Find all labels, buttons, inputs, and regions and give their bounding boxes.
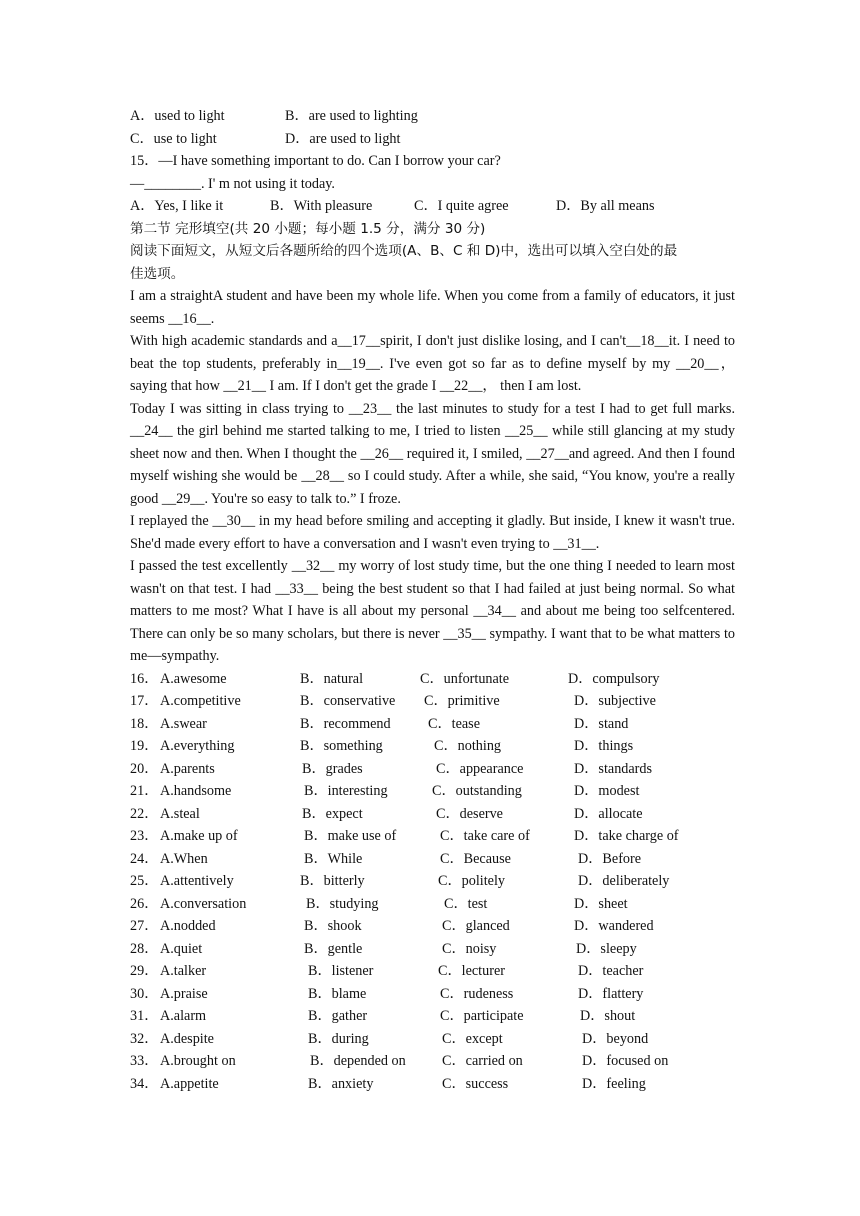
q14-options-row-1: [130, 105, 735, 128]
option-c: C．primitive: [424, 693, 500, 709]
option-a: A.despite: [160, 1030, 214, 1047]
option-a: A.competitive: [160, 693, 241, 709]
q14-option-b: B．are used to lighting: [285, 108, 418, 124]
q15-option-a: A．Yes, I like it: [130, 198, 224, 214]
question-number: 30．: [130, 985, 159, 1002]
question-row: [130, 960, 735, 983]
question-number: 21．: [130, 783, 159, 799]
passage-paragraph-5: I passed the test excellently __32__ my worry of lost study time, but the one thing I needed to learn most wasn't on that test. I had __33__ being the best student so that I had failed at just being normal. So what matters to me most? What I have is all about my personal __34__ and about me being too selfcentered. There can only be so many scholars, but there is never __35__ sympathy. I want that to be what matters to me—sympathy.: [130, 558, 735, 664]
option-b: B．shook: [304, 918, 362, 934]
q14-option-a: A．used to light: [130, 108, 225, 124]
q14-option-c: C．use to light: [130, 130, 217, 147]
q15-answer-line: —________. I' m not using it today.: [130, 175, 335, 192]
q15-options-row: [130, 195, 735, 218]
question-number: 27．: [130, 918, 159, 934]
option-c: C．except: [442, 1030, 503, 1047]
question-row: [130, 758, 735, 781]
option-d: D．teacher: [578, 963, 644, 979]
option-d: D．modest: [574, 783, 640, 799]
question-row: [130, 1005, 735, 1028]
option-d: D．standards: [574, 760, 653, 777]
option-d: D．wandered: [574, 918, 654, 934]
question-row: [130, 735, 735, 758]
question-row: [130, 1028, 735, 1051]
question-number: 22．: [130, 805, 159, 822]
option-c: C．appearance: [436, 760, 524, 777]
question-row: [130, 938, 735, 961]
question-number: 26．: [130, 895, 159, 912]
question-number: 18．: [130, 715, 159, 732]
option-a: A.conversation: [160, 895, 247, 912]
option-a: A.make up of: [160, 828, 238, 844]
option-b: B．While: [304, 850, 363, 867]
section-instruction-1: 阅读下面短文，从短文后各题所给的四个选项(A、B、C 和 D)中，选出可以填入空白处的最: [130, 243, 678, 259]
option-c: C．participate: [440, 1008, 524, 1024]
option-c: C．outstanding: [432, 783, 522, 799]
option-b: B．grades: [302, 760, 363, 777]
option-a: A.everything: [160, 738, 235, 754]
option-b: B．listener: [308, 963, 374, 979]
question-row: [130, 780, 735, 803]
question-number: 23．: [130, 828, 159, 844]
option-c: C．nothing: [434, 738, 502, 754]
question-list: [130, 668, 735, 1096]
option-c: C．lecturer: [438, 963, 505, 979]
q15-option-c: C．I quite agree: [414, 198, 509, 214]
option-a: A.appetite: [160, 1075, 219, 1092]
option-b: B．gather: [308, 1008, 368, 1024]
option-b: B．during: [308, 1030, 369, 1047]
option-d: D．focused on: [582, 1053, 669, 1069]
option-d: D．Before: [578, 850, 642, 867]
option-c: C．Because: [440, 850, 511, 867]
option-c: C．success: [442, 1075, 509, 1092]
passage-paragraph-2: With high academic standards and a__17__spirit, I don't just dislike losing, and I can't__18__it. I need to beat the top students, preferably in__19__. I've even got so far as to define myself by my __20__， saying that how __21__ I am. If I don't get the grade I __22__， then I am lost.: [130, 333, 735, 394]
option-b: B．natural: [300, 670, 364, 687]
option-a: A.praise: [160, 985, 208, 1002]
option-d: D．compulsory: [568, 670, 660, 687]
question-number: 28．: [130, 940, 159, 957]
option-a: A.quiet: [160, 940, 203, 957]
question-number: 17．: [130, 693, 159, 709]
option-b: B．gentle: [304, 940, 363, 957]
question-number: 33．: [130, 1053, 159, 1069]
option-c: C．noisy: [442, 940, 497, 957]
option-b: B．depended on: [310, 1053, 406, 1069]
option-a: A.steal: [160, 805, 200, 822]
q14-option-d: D．are used to light: [285, 130, 401, 147]
q15-option-d: D．By all means: [556, 198, 655, 214]
option-c: C．deserve: [436, 805, 503, 822]
option-a: A.handsome: [160, 783, 232, 799]
question-number: 29．: [130, 963, 159, 979]
option-a: A.nodded: [160, 918, 216, 934]
question-row: [130, 1073, 735, 1096]
q14-options-row-2: [130, 128, 735, 151]
option-a: A.talker: [160, 963, 207, 979]
option-c: C．glanced: [442, 918, 510, 934]
question-row: [130, 893, 735, 916]
option-d: D．flattery: [578, 985, 644, 1002]
option-b: B．bitterly: [300, 873, 365, 889]
option-c: C．take care of: [440, 828, 530, 844]
option-d: D．stand: [574, 715, 629, 732]
section-heading: 第二节 完形填空(共 20 小题；每小题 1.5 分，满分 30 分): [130, 220, 486, 237]
option-a: A.When: [160, 850, 208, 867]
option-c: C．unfortunate: [420, 670, 510, 687]
option-b: B．recommend: [300, 715, 391, 732]
option-c: C．tease: [428, 715, 481, 732]
option-b: B．make use of: [304, 828, 397, 844]
question-number: 31．: [130, 1008, 159, 1024]
question-row: [130, 848, 735, 871]
option-d: D．feeling: [582, 1075, 646, 1092]
question-number: 24．: [130, 850, 159, 867]
option-b: B．studying: [306, 895, 379, 912]
question-number: 20．: [130, 760, 159, 777]
question-row: [130, 915, 735, 938]
question-row: [130, 983, 735, 1006]
question-number: 25．: [130, 873, 159, 889]
option-d: D．sleepy: [576, 940, 637, 957]
option-b: B．interesting: [304, 783, 388, 799]
question-number: 16．: [130, 670, 159, 687]
option-a: A.awesome: [160, 670, 227, 687]
option-b: B．conservative: [300, 693, 396, 709]
option-b: B．expect: [302, 805, 363, 822]
option-c: C．rudeness: [440, 985, 514, 1002]
option-d: D．subjective: [574, 693, 656, 709]
option-c: C．carried on: [442, 1053, 523, 1069]
question-row: [130, 803, 735, 826]
option-d: D．shout: [580, 1008, 636, 1024]
option-d: D．allocate: [574, 805, 643, 822]
q15-prompt: 15．—I have something important to do. Can I borrow your car?: [130, 153, 501, 169]
question-row: [130, 1050, 735, 1073]
option-d: D．take charge of: [574, 828, 679, 844]
option-a: A.swear: [160, 715, 207, 732]
question-row: [130, 668, 735, 691]
page-content: [130, 105, 735, 1095]
option-c: C．test: [444, 895, 488, 912]
option-b: B．anxiety: [308, 1075, 374, 1092]
question-number: 34．: [130, 1075, 159, 1092]
question-row: [130, 825, 735, 848]
question-row: [130, 690, 735, 713]
option-b: B．something: [300, 738, 383, 754]
option-c: C．politely: [438, 873, 505, 889]
passage-paragraph-1: I am a straightA student and have been my whole life. When you come from a family of educators, it just seems __16__.: [130, 288, 735, 327]
option-b: B．blame: [308, 985, 367, 1002]
option-a: A.parents: [160, 760, 215, 777]
passage-paragraph-3: Today I was sitting in class trying to __23__ the last minutes to study for a test I had to get full marks. __24__ the girl behind me started talking to me, I tried to listen __25__ while still glancing at my study sheet now and then. When I thought the __26__ required it, I smiled, __27__and agreed. And then I found myself wishing she would be __28__ so I could study. After a while, she said, “You know, you're a really good __29__. You're so easy to talk to.” I froze.: [130, 400, 735, 507]
option-d: D．deliberately: [578, 873, 670, 889]
option-d: D．sheet: [574, 895, 628, 912]
option-d: D．things: [574, 738, 634, 754]
section-instruction-2: 佳选项。: [130, 265, 185, 282]
question-row: [130, 713, 735, 736]
option-d: D．beyond: [582, 1030, 649, 1047]
option-a: A.brought on: [160, 1053, 236, 1069]
question-number: 19．: [130, 738, 159, 754]
passage-paragraph-4: I replayed the __30__ in my head before smiling and accepting it gladly. But inside, I knew it wasn't true. She'd made every effort to have a conversation and I wasn't even trying to __31__.: [130, 513, 735, 552]
q15-option-b: B．With pleasure: [270, 198, 373, 214]
question-row: [130, 870, 735, 893]
option-a: A.attentively: [160, 873, 234, 889]
question-number: 32．: [130, 1030, 159, 1047]
option-a: A.alarm: [160, 1008, 207, 1024]
